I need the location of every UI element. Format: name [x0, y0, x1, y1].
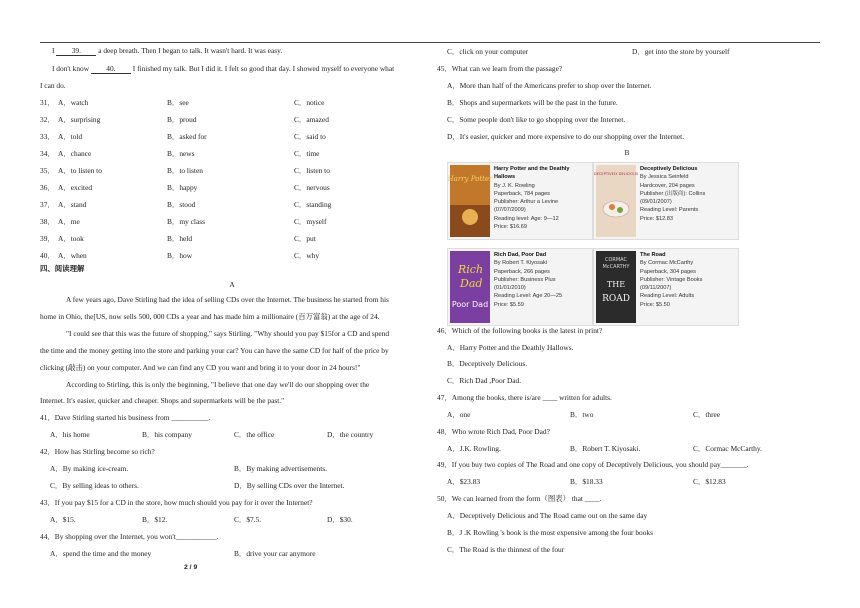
book-publisher: Publisher: Business Plus	[494, 276, 556, 283]
option-d: D．By selling CDs over the Internet.	[234, 481, 345, 490]
q44-option-d: D．get into the store by yourself	[632, 47, 730, 56]
choice-b: B．to listen	[167, 166, 203, 175]
choice-a: A．watch	[58, 98, 89, 107]
question-text: 43．If you pay $15 for a CD in the store, how much should you pay for it over the Internet?	[40, 498, 313, 507]
option-d: D．the country	[327, 430, 374, 439]
rich-dad-cover-image	[450, 251, 490, 323]
option-c: C．By selling ideas to others.	[50, 481, 139, 490]
rd-cover-word3: Poor Dad	[451, 300, 489, 309]
road-cover-author1: CORMAC	[604, 257, 628, 263]
choice-num: 38．	[40, 217, 55, 226]
page-number: 2 / 9	[184, 564, 198, 571]
rd-cover-word2: Dad	[460, 277, 483, 290]
book-date: (09/11/2007)	[640, 285, 672, 292]
option-a: A．his home	[50, 430, 90, 439]
choice-num: 40．	[40, 251, 55, 260]
choice-b: B．asked for	[167, 132, 207, 141]
choice-a: A．excited	[58, 183, 93, 192]
book-level: Reading Level: Parents	[640, 207, 699, 214]
book-info	[640, 165, 736, 223]
choice-c: C．amazed	[294, 115, 329, 124]
book-the-road	[593, 248, 739, 326]
passage-label-a: A	[229, 280, 235, 289]
option-d: D．It's easier, quicker and more expensive to do our shopping over the Internet.	[447, 132, 685, 141]
book-author: By Jessica Seinfeld	[640, 174, 689, 181]
book-pages: Paperback, 784 pages	[494, 190, 550, 197]
choice-b: B．held	[167, 234, 193, 243]
book-info	[494, 251, 590, 309]
passage-line-40: I don't know 40. I finished my talk. But I did it. I felt so good that day. I showed myself to everyone what	[52, 64, 395, 73]
book-title: Deceptively Delicious	[640, 166, 698, 172]
book-publisher: Publisher: Arthur a Levine	[494, 199, 559, 206]
book-level: Reading Level: Adults	[640, 293, 695, 300]
book-price: Price: $16.69	[494, 224, 527, 231]
book-table	[447, 162, 747, 322]
book-title: Rich Dad, Poor Dad	[494, 252, 547, 258]
choice-c: C．time	[294, 149, 320, 158]
passage-line-39: I 39. a deep breath. Then I began to talk. It wasn't hard. It was easy.	[52, 46, 283, 55]
option-b: B．Shops and supermarkets will be the past in the future.	[447, 98, 618, 107]
option-c: C．Rich Dad ,Poor Dad.	[447, 376, 522, 385]
option-c: C．Some people don't like to go shopping over the Internet.	[447, 115, 626, 124]
road-cover-title2: ROAD	[602, 294, 630, 304]
question-text: 45．What can we learn from the passage?	[437, 64, 563, 73]
choice-b: B．proud	[167, 115, 197, 124]
option-c: C．$7.5.	[234, 515, 262, 524]
option-b: B．Deceptively Delicious.	[447, 359, 528, 368]
choice-num: 33．	[40, 132, 55, 141]
harry-potter-cover-image	[447, 165, 493, 237]
choice-num: 32．	[40, 115, 55, 124]
choice-a: A．when	[58, 251, 87, 260]
passage-line: clicking (敲击) on your computer. And we can find any CD you want and bring it to your door in 24 hours!"	[40, 363, 361, 372]
question-text: 50．We can learned from the form（图表） that ____.	[437, 494, 602, 503]
book-title: The Road	[640, 252, 666, 258]
choice-c: C．notice	[294, 98, 325, 107]
book-author: By Robert T. Kiyosaki	[494, 260, 548, 267]
passage-line: the time and the money getting into the store and parking your car? You can have the same CD for half of the price by	[40, 346, 389, 355]
choice-num: 37．	[40, 200, 55, 209]
choice-a: A．to listen to	[58, 166, 102, 175]
the-road-cover-image	[596, 251, 636, 323]
option-b: B．$12.	[142, 515, 168, 524]
passage-label-b: B	[624, 148, 630, 157]
question-text: 44．By shopping over the Internet, you won't___________.	[40, 532, 219, 541]
dd-cover-title: DECEPTIVELY DELICIOUS	[593, 172, 639, 176]
choice-c: C．myself	[294, 217, 327, 226]
book-author: By J. K. Rowling	[494, 182, 535, 189]
question-text: 48．Who wrote Rich Dad, Poor Dad?	[437, 427, 550, 436]
passage-line: Internet. It's easier, quicker and cheaper. Shops and supermarkets will be the past."	[40, 396, 285, 405]
choice-a: A．surprising	[58, 115, 101, 124]
option-a: A．spend the time and the money	[50, 549, 152, 558]
choice-num: 35．	[40, 166, 55, 175]
choice-c: C．standing	[294, 200, 332, 209]
option-b: B．Robert T. Kiyosaki.	[570, 444, 641, 453]
option-a: A．one	[447, 410, 471, 419]
option-a: A．More than half of the Americans prefer to shop over the Internet.	[447, 81, 652, 90]
book-title: Harry Potter and the Deathly	[494, 166, 570, 172]
book-publisher: Publisher (出版商): Collins	[640, 190, 706, 197]
deceptively-delicious-cover-image	[593, 165, 639, 237]
choice-num: 34．	[40, 149, 55, 158]
question-text: 42．How has Stirling become so rich?	[40, 447, 155, 456]
choice-a: A．took	[58, 234, 84, 243]
road-cover-title1: THE	[606, 280, 626, 289]
section-title: 四、阅读理解	[40, 264, 85, 273]
option-b: B．his company	[142, 430, 192, 439]
passage-line: A few years ago, Dave Stirling had the idea of selling CDs over the Internet. The business he started from his	[66, 295, 389, 304]
option-a: A．Deceptively Delicious and The Road came out on the same day	[447, 511, 648, 520]
book-info	[640, 251, 736, 309]
book-pages: Hardcover, 204 pages	[640, 182, 695, 189]
book-price: Price: $12.83	[640, 215, 673, 222]
option-c: C．three	[693, 410, 721, 419]
option-b: B．By making advertisements.	[234, 464, 327, 473]
option-b: B．drive your car anymore	[234, 549, 316, 558]
road-cover-author2: McCARTHY	[602, 264, 630, 270]
option-b: B．two	[570, 410, 594, 419]
question-text: 47．Among the books, there is/are ____ written for adults.	[437, 393, 612, 402]
choice-num: 31．	[40, 98, 55, 107]
option-a: A．$23.83	[447, 477, 481, 486]
book-level: Reading level: Age: 9—12	[494, 215, 559, 222]
choice-a: A．stand	[58, 200, 87, 209]
option-a: A．$15.	[50, 515, 76, 524]
option-c: C．Cormac McCarthy.	[693, 444, 762, 453]
book-deceptively-delicious	[593, 162, 739, 240]
choice-c: C．said to	[294, 132, 326, 141]
choice-b: B．see	[167, 98, 189, 107]
option-a: A．By making ice-cream.	[50, 464, 129, 473]
choice-b: B．how	[167, 251, 193, 260]
question-text: 46．Which of the following books is the latest in print?	[437, 326, 603, 335]
choice-c: C．nervous	[294, 183, 330, 192]
choice-a: A．chance	[58, 149, 92, 158]
book-date: (01/01/2010)	[494, 285, 526, 292]
question-text: 41．Dave Stirling started his business from __________.	[40, 413, 211, 422]
option-a: A．J.K. Rowling.	[447, 444, 501, 453]
choice-c: C．listen to	[294, 166, 330, 175]
option-c: C．The Road is the thinnest of the four	[447, 545, 565, 554]
book-pages: Paperback, 304 pages	[640, 268, 696, 275]
choice-b: B．happy	[167, 183, 198, 192]
passage-line: "I could see that this was the future of shopping," says Stirling. "Why should you pay $15for a CD and spend	[66, 329, 390, 338]
choice-b: B．my class	[167, 217, 205, 226]
option-c: C．$12.83	[693, 477, 726, 486]
choice-num: 36．	[40, 183, 55, 192]
question-text: 49．If you buy two copies of The Road and one copy of Deceptively Delicious, you should pay_______.	[437, 460, 749, 469]
rd-cover-word1: Rich	[458, 263, 484, 276]
choice-b: B．stood	[167, 200, 196, 209]
choice-a: A．told	[58, 132, 83, 141]
header-rule	[40, 42, 820, 43]
book-author: By Cormac McCarthy	[640, 260, 694, 267]
option-d: D．$30.	[327, 515, 353, 524]
blank-40: 40.	[91, 64, 131, 74]
book-title-cont: Hallows	[494, 174, 516, 181]
choice-a: A．me	[58, 217, 80, 226]
choice-c: C．why	[294, 251, 320, 260]
book-publisher: Publisher: Vintage Books	[640, 276, 703, 283]
book-price: Price: $5.50	[640, 301, 670, 308]
option-a: A．Harry Potter and the Deathly Hallows.	[447, 343, 574, 352]
book-pages: Paperback, 266 pages	[494, 268, 550, 275]
choice-c: C．put	[294, 234, 316, 243]
passage-line: According to Stirling, this is only the beginning, "I believe that one day we'll do our shopping over the	[66, 380, 370, 389]
book-level: Reading Level: Age 20—25	[494, 293, 563, 300]
book-rich-dad-poor-dad	[447, 248, 593, 326]
option-b: B．$18.33	[570, 477, 603, 486]
passage-line: home in Ohio, the[US, now sells 500, 000 CDs a year and has made him a millionaire (百万富翁) at the age of 24.	[40, 312, 380, 321]
passage-line-40b: I can do.	[40, 81, 66, 90]
book-date: (09/01/2007)	[640, 199, 672, 206]
option-c: C．the office	[234, 430, 275, 439]
hp-cover-title: Harry Potter	[447, 175, 493, 183]
option-b: B．J .K Rowling 's book is the most expensive among the four books	[447, 528, 653, 537]
blank-39: 39.	[56, 46, 96, 56]
choice-b: B．news	[167, 149, 195, 158]
book-harry-potter	[447, 162, 593, 240]
book-price: Price: $5.59	[494, 301, 524, 308]
book-info	[494, 165, 590, 231]
choice-num: 39．	[40, 234, 55, 243]
q44-option-c: C．click on your computer	[447, 47, 529, 56]
book-date: (07/07/2009)	[494, 207, 526, 214]
